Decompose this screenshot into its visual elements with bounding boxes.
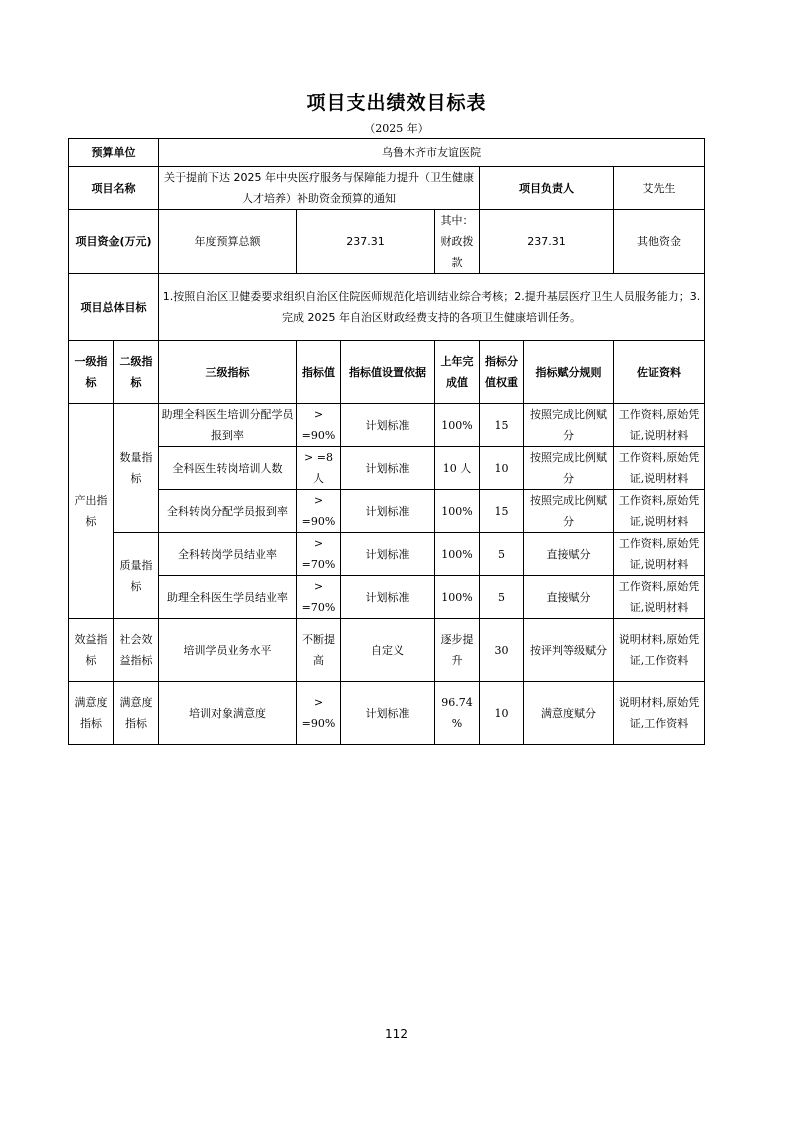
col-header-value: 指标值 [297,341,341,404]
col-header-l1: 一级指标 [69,341,114,404]
project-name-row [69,167,705,210]
indicator-rule: 按评判等级赋分 [524,619,614,682]
indicator-value: > =70% [297,576,341,619]
indicator-name: 助理全科医生培训分配学员报到率 [159,404,297,447]
indicator-evidence: 工作资料,原始凭证,说明材料 [614,447,705,490]
table-row [69,619,705,682]
indicator-name: 全科转岗学员结业率 [159,533,297,576]
indicator-rule: 按照完成比例赋分 [524,404,614,447]
annual-budget-label: 年度预算总额 [159,210,297,274]
goal-label: 项目总体目标 [69,274,159,341]
performance-table [68,138,705,745]
col-header-rule: 指标赋分规则 [524,341,614,404]
indicator-rule: 按照完成比例赋分 [524,447,614,490]
indicator-value: > =90% [297,490,341,533]
indicator-last-year: 100% [435,490,480,533]
table-row [69,576,705,619]
indicator-weight: 10 [480,447,524,490]
indicator-last-year: 100% [435,404,480,447]
owner-label: 项目负责人 [480,167,614,210]
indicator-basis: 计划标准 [341,533,435,576]
indicator-value: > =70% [297,533,341,576]
indicator-name: 培训对象满意度 [159,682,297,745]
table-row [69,490,705,533]
indicator-evidence: 说明材料,原始凭证,工作资料 [614,619,705,682]
indicator-rule: 按照完成比例赋分 [524,490,614,533]
table-row [69,682,705,745]
indicator-evidence: 工作资料,原始凭证,说明材料 [614,576,705,619]
indicator-name: 助理全科医生学员结业率 [159,576,297,619]
fund-label: 项目资金(万元) [69,210,159,274]
fund-row [69,210,705,274]
indicator-basis: 计划标准 [341,576,435,619]
indicator-name: 全科医生转岗培训人数 [159,447,297,490]
goal-row [69,274,705,341]
indicator-basis: 计划标准 [341,682,435,745]
col-header-basis: 指标值设置依据 [341,341,435,404]
indicator-value: > =90% [297,682,341,745]
header-row [69,341,705,404]
col-header-weight: 指标分值权重 [480,341,524,404]
fiscal-value: 237.31 [480,210,614,274]
indicator-value: > =8 人 [297,447,341,490]
indicator-weight: 10 [480,682,524,745]
group-satisfaction-sub: 满意度指标 [114,682,159,745]
col-header-l3: 三级指标 [159,341,297,404]
unit-value: 乌鲁木齐市友谊医院 [159,139,705,167]
year-label: （2025 年） [364,122,429,135]
indicator-name: 培训学员业务水平 [159,619,297,682]
indicator-value: 不断提高 [297,619,341,682]
indicator-weight: 15 [480,404,524,447]
indicator-evidence: 说明材料,原始凭证,工作资料 [614,682,705,745]
indicator-last-year: 逐步提升 [435,619,480,682]
indicator-basis: 自定义 [341,619,435,682]
owner-value: 艾先生 [614,167,705,210]
indicator-evidence: 工作资料,原始凭证,说明材料 [614,404,705,447]
indicator-name: 全科转岗分配学员报到率 [159,490,297,533]
indicator-basis: 计划标准 [341,447,435,490]
indicator-evidence: 工作资料,原始凭证,说明材料 [614,533,705,576]
group-satisfaction: 满意度指标 [69,682,114,745]
group-quantity: 数量指标 [114,404,159,533]
group-social: 社会效益指标 [114,619,159,682]
group-benefit: 效益指标 [69,619,114,682]
table-row [69,447,705,490]
page-number: 112 [385,1027,408,1041]
table-row [69,533,705,576]
indicator-weight: 5 [480,533,524,576]
indicator-weight: 15 [480,490,524,533]
unit-label: 预算单位 [69,139,159,167]
annual-budget-value: 237.31 [297,210,435,274]
page-title: 项目支出绩效目标表 [306,92,487,114]
indicator-last-year: 96.74 % [435,682,480,745]
indicator-rule: 直接赋分 [524,533,614,576]
indicator-last-year: 100% [435,533,480,576]
col-header-last-year: 上年完成值 [435,341,480,404]
table-row [69,404,705,447]
indicator-basis: 计划标准 [341,404,435,447]
col-header-l2: 二级指标 [114,341,159,404]
indicator-weight: 5 [480,576,524,619]
fiscal-label: 其中：财政拨款 [435,210,480,274]
indicator-rule: 直接赋分 [524,576,614,619]
unit-row [69,139,705,167]
indicator-rule: 满意度赋分 [524,682,614,745]
col-header-evidence: 佐证资料 [614,341,705,404]
group-quality: 质量指标 [114,533,159,619]
indicator-last-year: 100% [435,576,480,619]
indicator-weight: 30 [480,619,524,682]
indicator-value: > =90% [297,404,341,447]
indicator-basis: 计划标准 [341,490,435,533]
indicator-evidence: 工作资料,原始凭证,说明材料 [614,490,705,533]
name-value: 关于提前下达 2025 年中央医疗服务与保障能力提升（卫生健康人才培养）补助资金预算的通知 [159,167,480,210]
goal-value: 1.按照自治区卫健委要求组织自治区住院医师规范化培训结业综合考核；2.提升基层医疗卫生人员服务能力；3.完成 2025 年自治区财政经费支持的各项卫生健康培训任务。 [159,274,705,341]
name-label: 项目名称 [69,167,159,210]
group-output: 产出指标 [69,404,114,619]
indicator-last-year: 10 人 [435,447,480,490]
other-fund-label: 其他资金 [614,210,705,274]
